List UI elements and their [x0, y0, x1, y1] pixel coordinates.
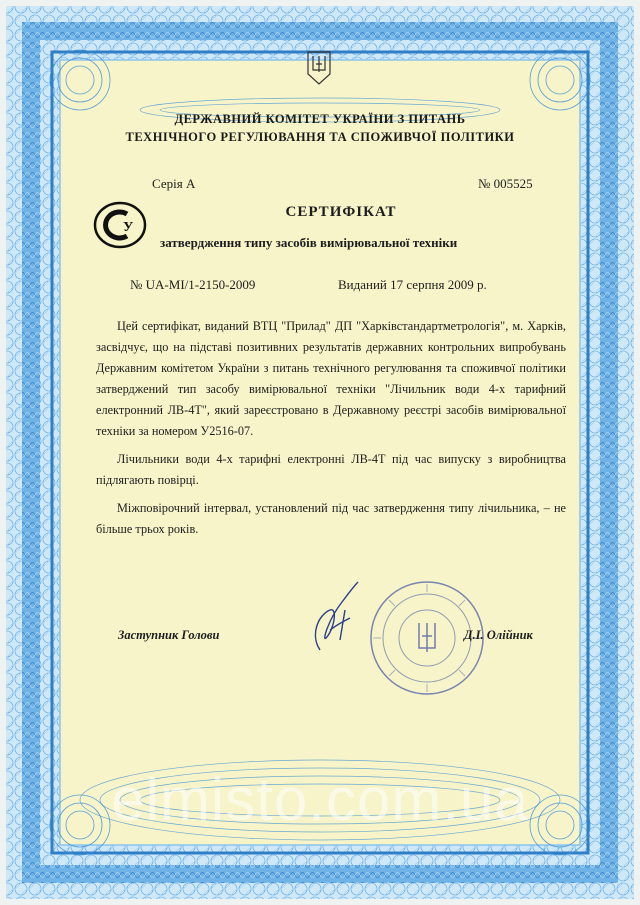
certificate-title: СЕРТИФІКАТ — [285, 204, 397, 220]
body-paragraph-3: Міжповірочний інтервал, установлений під час затвердження типу лічильника, – не більше трьох років. — [96, 501, 566, 536]
signatory-title: Заступник Голови — [118, 628, 220, 642]
issue-date: Виданий 17 серпня 2009 р. — [338, 277, 487, 292]
handwritten-signature — [300, 580, 370, 655]
body-paragraph-2: Лічильники води 4-х тарифні електронні ЛВ-4Т під час випуску з виробництва підлягають повірці. — [96, 452, 566, 487]
body-paragraph-1: Цей сертифікат, виданий ВТЦ "Прилад" ДП "Харківстандартметрологія", м. Харків, засвідчує, що на підставі позитивних результатів державних контрольних випробувань Державним комітетом України з питань технічного регулювання та споживчої політики затверджений тип засобу вимірювальної техніки "Лічильник води 4-х тарифний електронний ЛВ-4Т", який зареєстровано в Державному реєстрі засобів вимірювальної техніки за номером У2516-07. — [96, 319, 566, 438]
header-line-1: ДЕРЖАВНИЙ КОМІТЕТ УКРАЇНИ З ПИТАНЬ — [174, 112, 466, 126]
series-label: Серія А — [152, 176, 196, 191]
registration-number: № UA-MI/1-2150-2009 — [130, 277, 256, 292]
header-line-2: ТЕХНІЧНОГО РЕГУЛЮВАННЯ ТА СПОЖИВЧОЇ ПОЛІТИКИ — [125, 130, 515, 144]
signatory-name: Д.І. Олійник — [464, 628, 533, 642]
watermark-text: elmisto.com.ua — [111, 766, 529, 833]
svg-text:У: У — [123, 220, 134, 235]
certificate-subtitle: затвердження типу засобів вимірювальної техніки — [160, 235, 458, 250]
trident-emblem-icon — [306, 50, 332, 86]
certificate-number: № 005525 — [478, 176, 533, 191]
